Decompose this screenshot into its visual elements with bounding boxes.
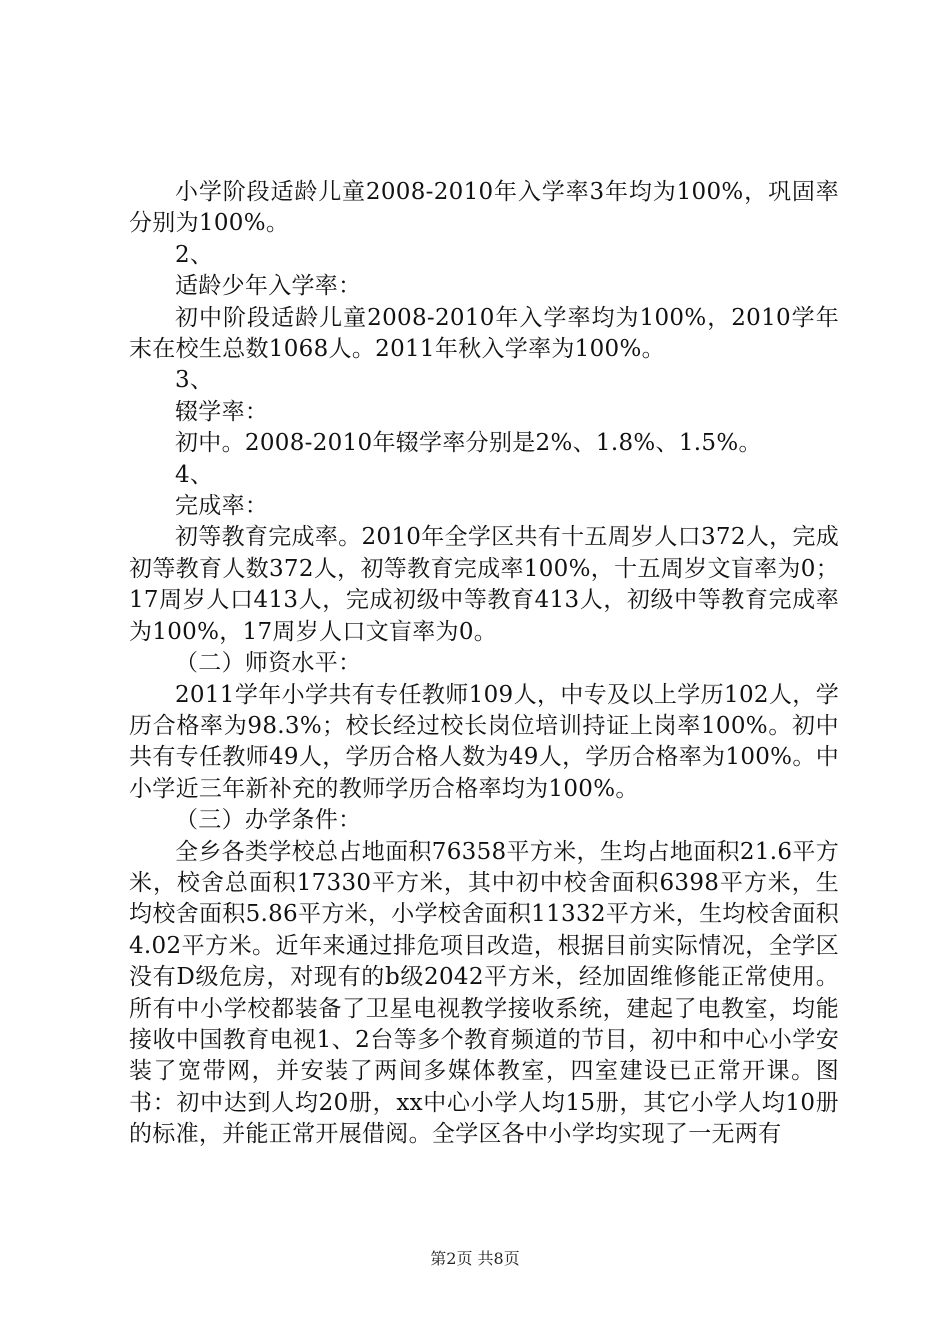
section-number-3: 3、: [175, 367, 214, 394]
paragraph-enrollment-junior: 初中阶段适龄儿童2008-2010年入学率均为100%，2010学年末在校生总数1068人。2011年秋入学率为100%。: [129, 304, 839, 363]
paragraph-teachers: 2011学年小学共有专任教师109人，中专及以上学历102人，学历合格率为98.3%；校长经过校长岗位培训持证上岗率100%。初中共有专任教师49人，学历合格人数为49人，学历合格率为100%。中小学近三年新补充的教师学历合格率均为100%。: [129, 681, 839, 802]
paragraph-completion: 初等教育完成率。2010年全学区共有十五周岁人口372人，完成初等教育人数372人，初等教育完成率100%，十五周岁文盲率为0；17周岁人口413人，完成初级中等教育413人，初级中等教育完成率为100%，17周岁人口文盲率为0。: [129, 524, 839, 645]
paragraph-dropout: 初中。2008-2010年辍学率分别是2%、1.8%、1.5%。: [175, 430, 762, 457]
page-footer: [0, 1246, 950, 1269]
page-number-label: 第2页 共8页: [430, 1249, 520, 1268]
section-heading-teachers: （二）师资水平：: [175, 650, 362, 677]
paragraph-enrollment-primary: 小学阶段适龄儿童2008-2010年入学率3年均为100%，巩固率分别为100%。: [129, 179, 839, 237]
paragraph-conditions: 全乡各类学校总占地面积76358平方米，生均占地面积21.6平方米，校舍总面积17330平方米，其中初中校舍面积6398平方米，生均校舍面积5.86平方米，小学校舍面积11332平方米，生均校舍面积4.02平方米。近年来通过排危项目改造，根据目前实际情况，全学区没有D级危房，对现有的b级2042平方米，经加固维修能正常使用。所有中小学校都装备了卫星电视教学接收系统，建起了电教室，均能接收中国教育电视1、2台等多个教育频道的节目，初中和中心小学安装了宽带网，并安装了两间多媒体教室，四室建设已正常开课。图书：初中达到人均20册，xx中心小学人均15册，其它小学人均10册的标准，并能正常开展借阅。全学区各中小学均实现了一无两有: [129, 838, 839, 1148]
section-number-2: 2、: [175, 241, 214, 268]
document-body: [129, 177, 839, 1151]
section-heading-youth-enrollment: 适龄少年入学率：: [175, 273, 362, 300]
section-heading-dropout: 辍学率：: [175, 398, 269, 425]
section-number-4: 4、: [175, 461, 214, 488]
section-heading-conditions: （三）办学条件：: [175, 807, 362, 834]
section-heading-completion: 完成率：: [175, 493, 269, 520]
